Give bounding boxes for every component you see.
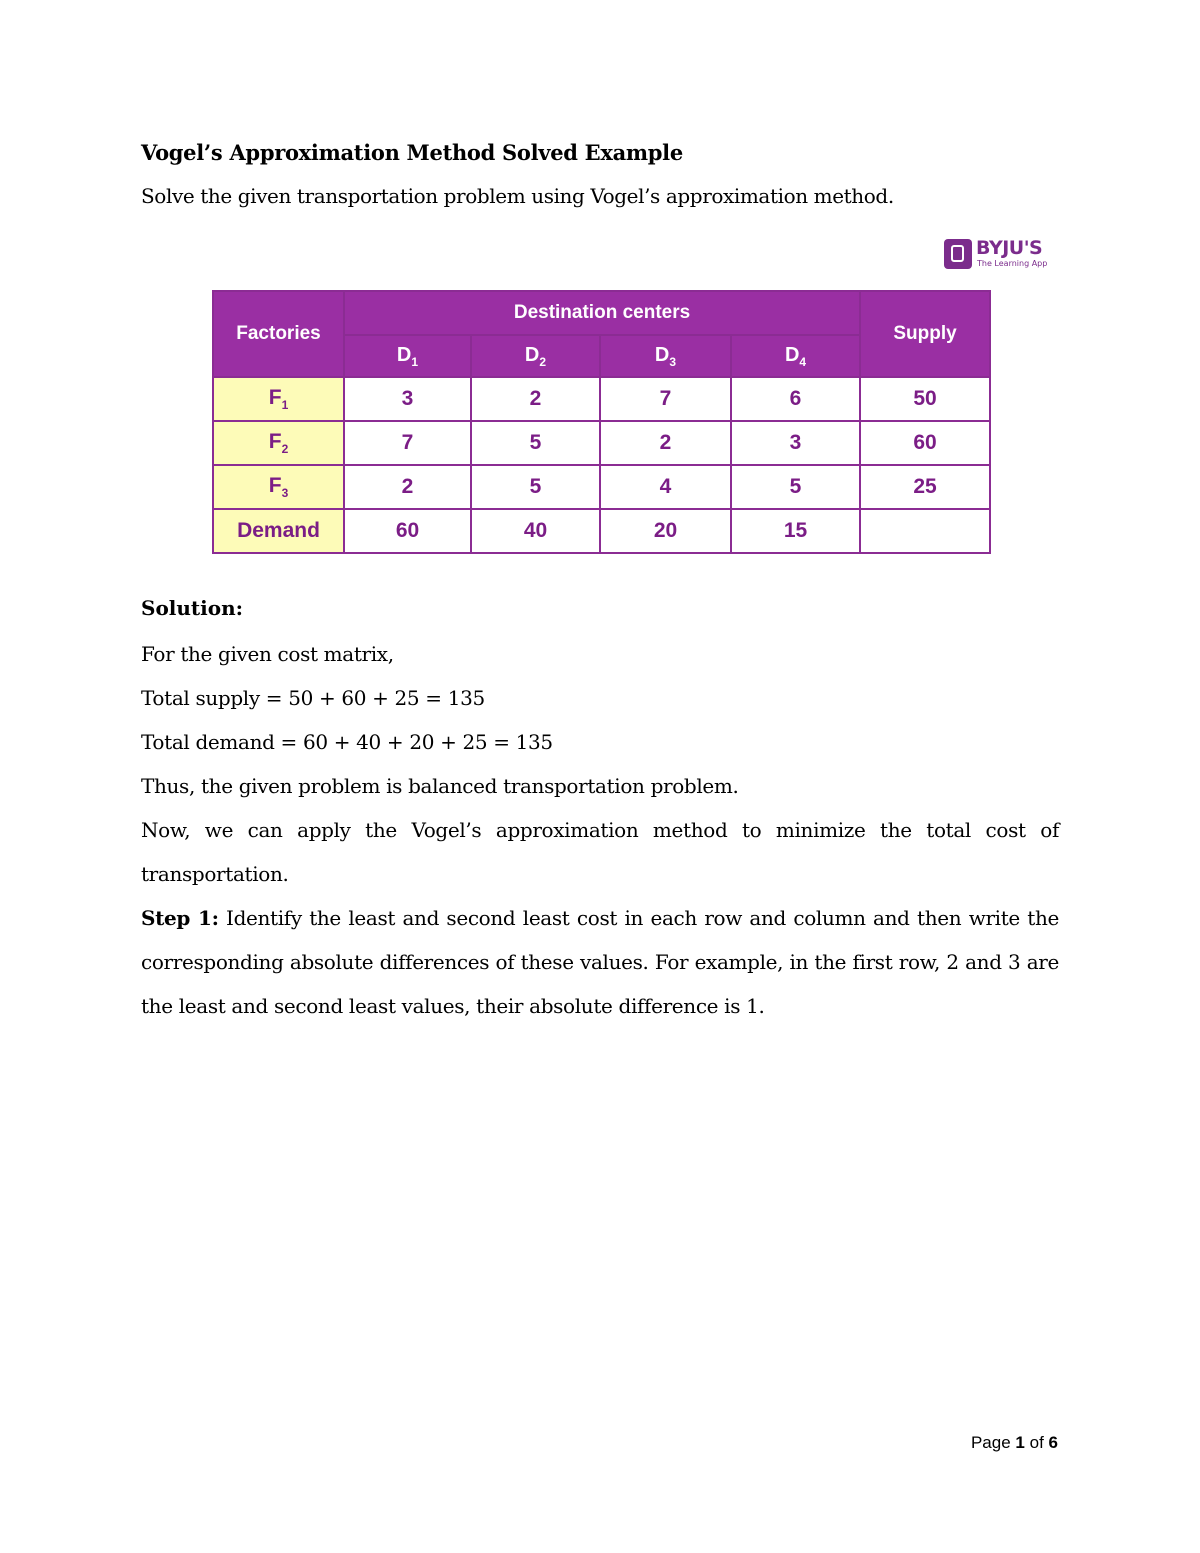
demand-cell: 60	[344, 509, 471, 553]
destination-header-d3: $D_3$	[600, 335, 731, 377]
byjus-logo-icon	[944, 239, 972, 269]
table-row	[213, 377, 990, 421]
cost-cell: 2	[600, 421, 731, 465]
supply-header: Supply	[860, 291, 990, 377]
solution-line-balanced: Thus, the given problem is balanced transportation problem.	[141, 774, 739, 798]
step-1-label: Step 1:	[141, 906, 219, 930]
cost-cell: 7	[344, 421, 471, 465]
cost-cell: 4	[600, 465, 731, 509]
destination-header-d1: $D_1$	[344, 335, 471, 377]
cost-cell: 2	[471, 377, 600, 421]
table-row	[213, 465, 990, 509]
factories-header: Factories	[213, 291, 344, 377]
supply-cell: 50	[860, 377, 990, 421]
cost-cell: 6	[731, 377, 860, 421]
page-title: Vogel’s Approximation Method Solved Example	[141, 140, 683, 165]
transportation-cost-table	[212, 290, 991, 554]
destination-header-d4: $D_4$	[731, 335, 860, 377]
logo-wordmark: BYJU'S	[976, 237, 1043, 259]
demand-cell: 20	[600, 509, 731, 553]
factory-label-f2: $F_2$	[213, 421, 344, 465]
step-1-text: Identify the least and second least cost in each row and column and then write the corresponding absolute differences of these values. For example, in the first row, 2 and 3 are the least and second least values, their absolute difference is 1.	[141, 906, 1060, 1018]
destination-header-d2: $D_2$	[471, 335, 600, 377]
problem-statement: Solve the given transportation problem using Vogel’s approximation method.	[141, 184, 894, 208]
solution-line-apply-method: Now, we can apply the Vogel’s approximation method to minimize the total cost of transportation.	[141, 818, 1059, 886]
byjus-logo	[944, 237, 1054, 271]
page-number: Page 1 of 6	[970, 1433, 1058, 1452]
cost-cell: 5	[471, 465, 600, 509]
empty-corner-cell	[860, 509, 990, 553]
solution-line-total-demand: Total demand = 60 + 40 + 20 + 25 = 135	[141, 730, 553, 754]
demand-cell: 40	[471, 509, 600, 553]
cost-cell: 2	[344, 465, 471, 509]
demand-label: Demand	[213, 509, 344, 553]
step-1-paragraph	[141, 896, 1059, 1028]
cost-cell: 5	[471, 421, 600, 465]
cost-cell: 5	[731, 465, 860, 509]
cost-cell: 3	[344, 377, 471, 421]
cost-cell: 3	[731, 421, 860, 465]
supply-cell: 25	[860, 465, 990, 509]
demand-row	[213, 509, 990, 553]
supply-cell: 60	[860, 421, 990, 465]
factory-label-f3: $F_3$	[213, 465, 344, 509]
logo-tagline: The Learning App	[977, 259, 1048, 268]
destination-centers-header: Destination centers	[344, 291, 860, 335]
solution-heading: Solution:	[141, 596, 244, 620]
solution-line-total-supply: Total supply = 50 + 60 + 25 = 135	[141, 686, 485, 710]
cost-cell: 7	[600, 377, 731, 421]
factory-label-f1: $F_1$	[213, 377, 344, 421]
table-row	[213, 421, 990, 465]
demand-cell: 15	[731, 509, 860, 553]
solution-line-cost-matrix: For the given cost matrix,	[141, 642, 394, 666]
